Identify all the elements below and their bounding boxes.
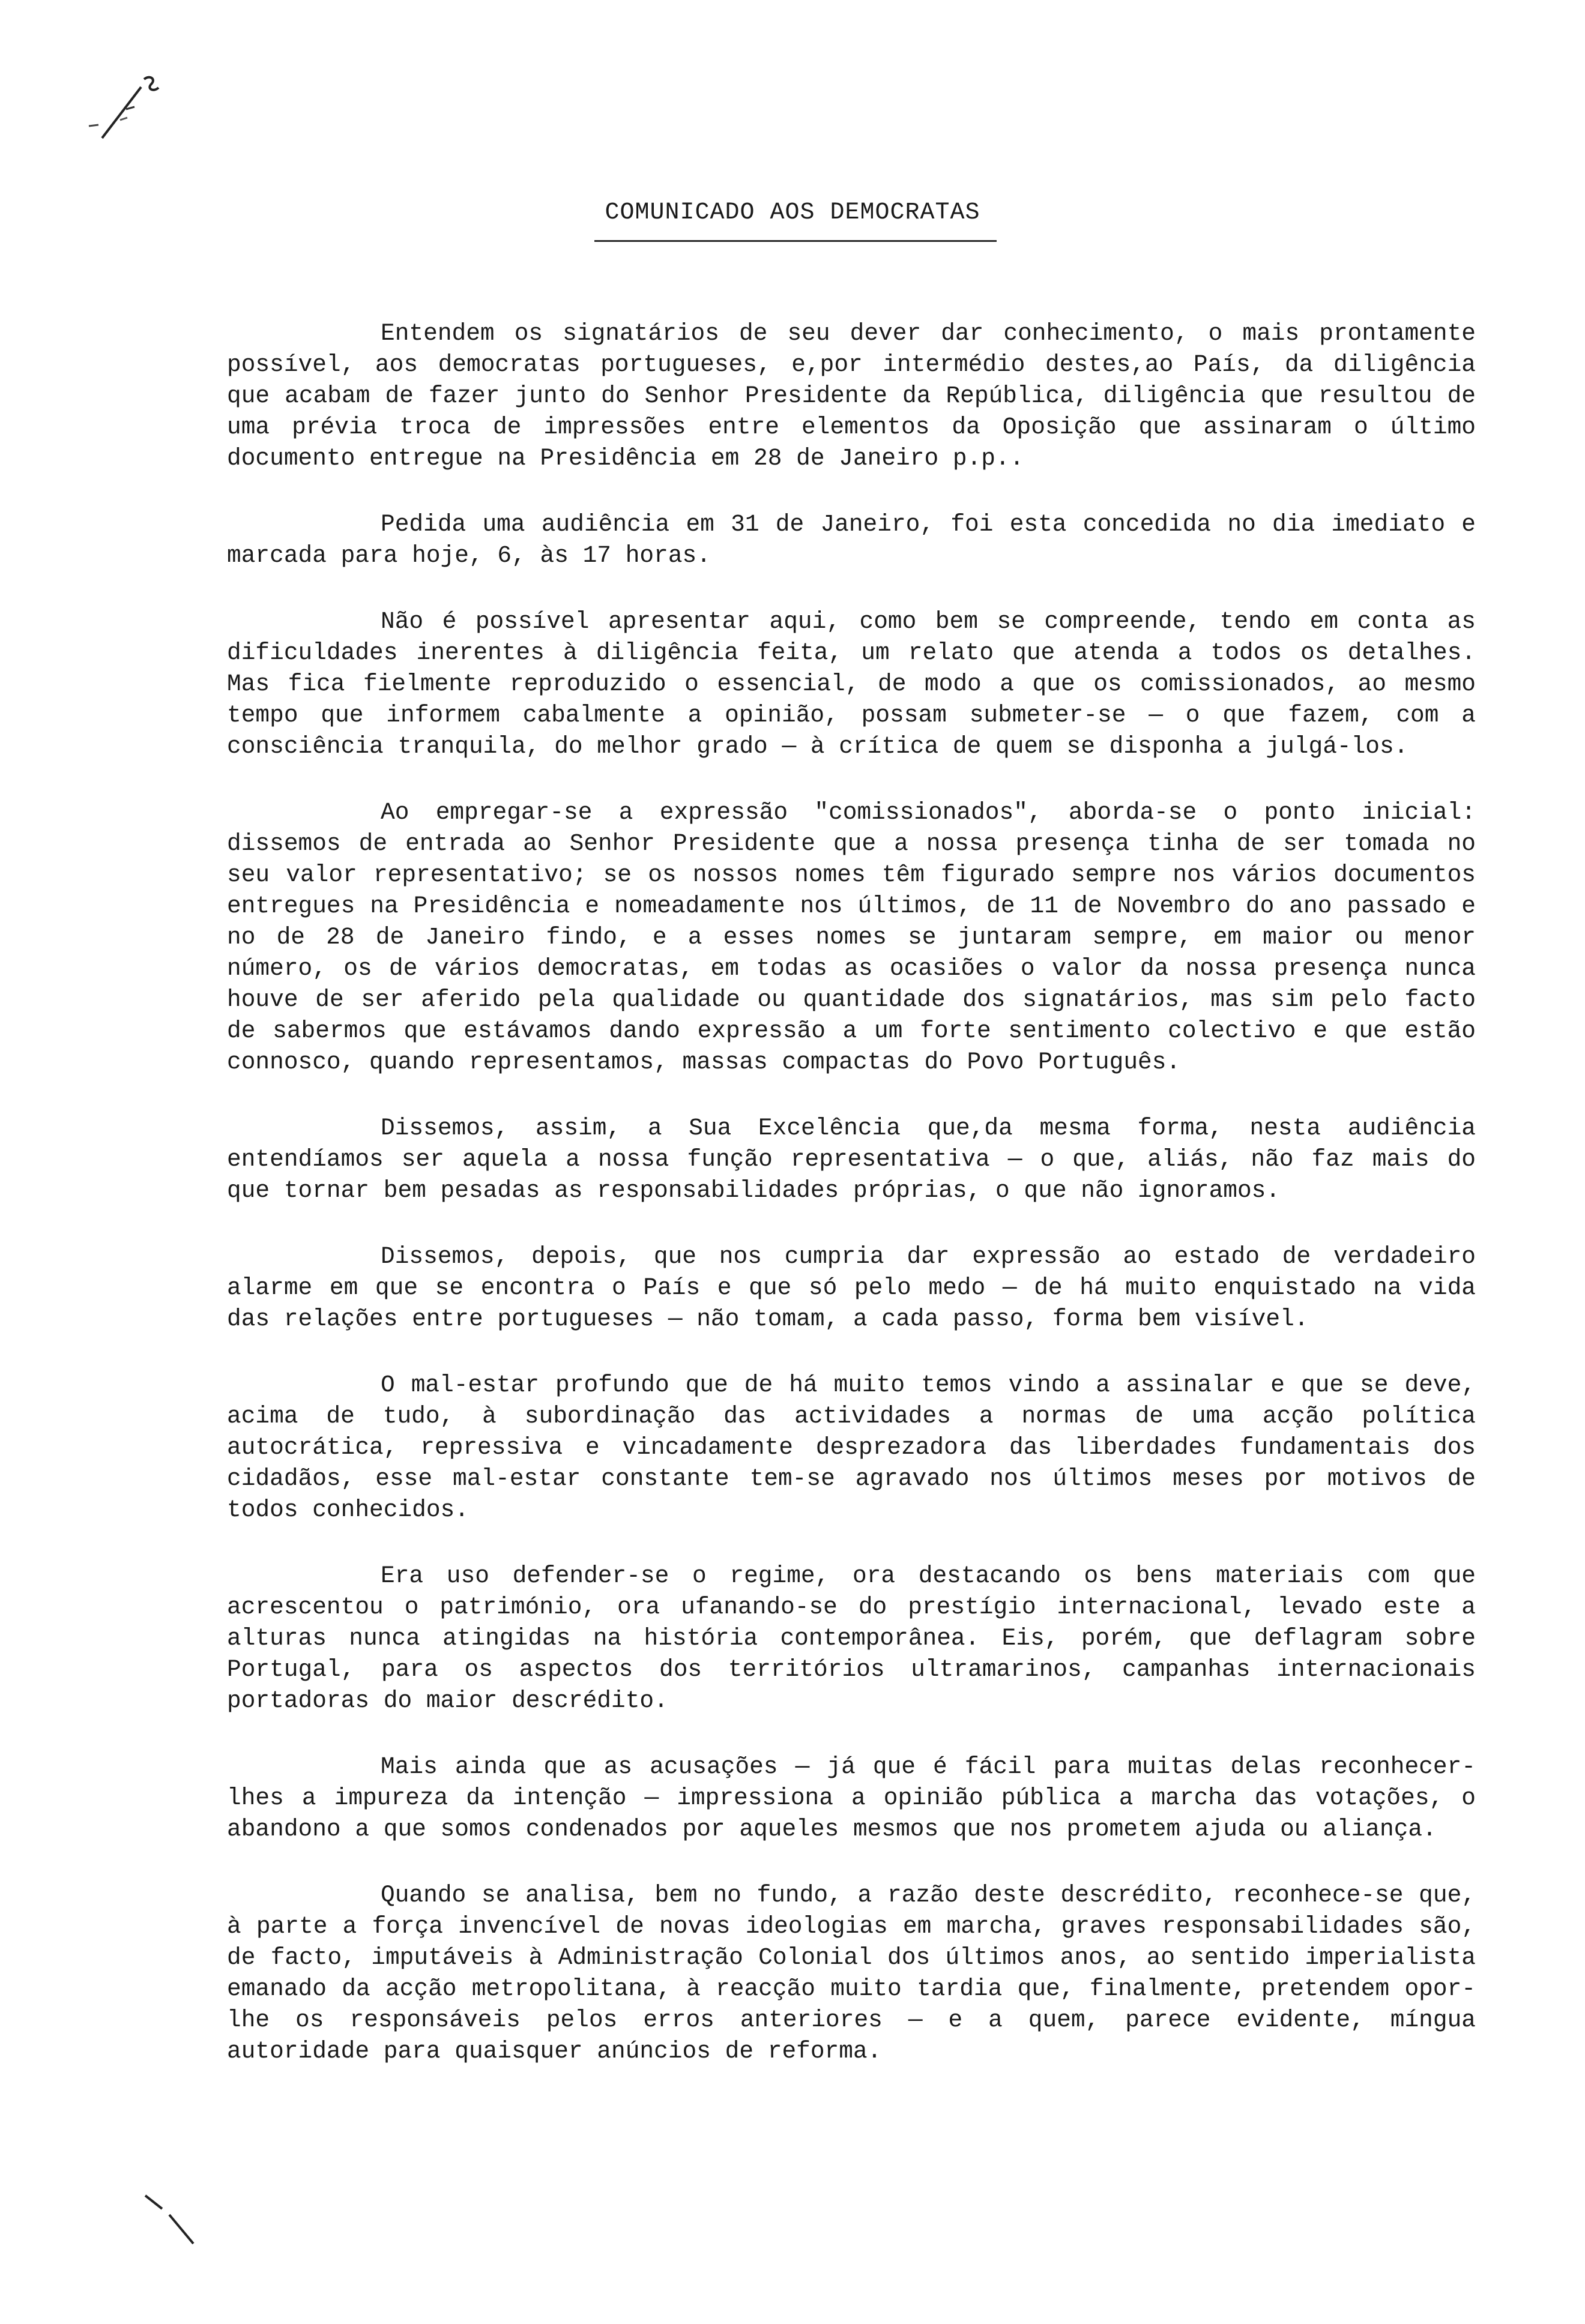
paragraph-1: Entendem os signatários de seu dever dar conhecimento, o mais prontamente possível, aos democratas portugueses, e,por intermédio destes,ao País, da diligência que acabam de fazer junto do Senhor Presidente da República, diligência que resultou de uma prévia troca de impressões entre elementos da Oposição que assinaram o último documento entregue na Presidência em 28 de Janeiro p.p..	[227, 320, 1476, 472]
handwritten-mark	[84, 66, 180, 144]
paragraph-3: Não é possível apresentar aqui, como bem se compreende, tendo em conta as dificuldades inerentes à diligência feita, um relato que atenda a todos os detalhes. Mas fica fielmente reproduzido o essencial, de modo a que os comissionados, ao mesmo tempo que informem cabalmente a opinião, possam submeter-se — o que fazem, com a consciência tranquila, do melhor grado — à crítica de quem se disponha a julgá-los.	[227, 608, 1476, 760]
paragraph-5: Dissemos, assim, a Sua Excelência que,da mesma forma, nesta audiência entendíamos ser aquela a nossa função representativa — o que, aliás, não faz mais do que tornar bem pesadas as responsabilidades próprias, o que não ignoramos.	[227, 1115, 1476, 1204]
paragraph-8: Era uso defender-se o regime, ora destacando os bens materiais com que acrescentou o património, ora ufanando-se do prestígio internacional, levado este a alturas nunca atingidas na história contemporânea. Eis, porém, que deflagram sobre Portugal, para os aspectos dos territórios ultramarinos, campanhas internacionais portadoras do maior descrédito.	[227, 1562, 1476, 1714]
margin-tick-mark	[138, 2185, 204, 2251]
document-title: COMUNICADO AOS DEMOCRATAS	[605, 199, 980, 226]
paragraph-2: Pedida uma audiência em 31 de Janeiro, foi esta concedida no dia imediato e marcada para hoje, 6, às 17 horas.	[227, 511, 1476, 569]
title-underline	[594, 240, 997, 242]
paragraph-4: Ao empregar-se a expressão "comissionados", aborda-se o ponto inicial: dissemos de entrada ao Senhor Presidente que a nossa presença tinha de ser tomada no seu valor representativo; se os nossos nomes têm figurado sempre nos vários documentos entregues na Presidência e nomeadamente nos últimos, de 11 de Novembro do ano passado e no de 28 de Janeiro findo, e a esses nomes se juntaram sempre, em maior ou menor número, os de vários democratas, em todas as ocasiões o valor da nossa presença nunca houve de ser aferido pela qualidade ou quantidade dos signatários, mas sim pelo facto de sabermos que estávamos dando expressão a um forte sentimento colectivo e que estão connosco, quando representamos, massas compactas do Povo Português.	[227, 799, 1476, 1076]
paragraph-7: O mal-estar profundo que de há muito temos vindo a assinalar e que se deve, acima de tudo, à subordinação das actividades a normas de uma acção política autocrática, repressiva e vincadamente desprezadora das liberdades fundamentais dos cidadãos, esse mal-estar constante tem-se agravado nos últimos meses por motivos de todos conhecidos.	[227, 1371, 1476, 1523]
paragraph-6: Dissemos, depois, que nos cumpria dar expressão ao estado de verdadeiro alarme em que se encontra o País e que só pelo medo — de há muito enquistado na vida das relações entre portugueses — não tomam, a cada passo, forma bem visível.	[227, 1243, 1476, 1332]
paragraph-10: Quando se analisa, bem no fundo, a razão deste descrédito, reconhece-se que, à parte a força invencível de novas ideologias em marcha, graves responsabilidades são, de facto, imputáveis à Administração Colonial dos últimos anos, ao sentido imperialista emanado da acção metropolitana, à reacção muito tardia que, finalmente, pretendem opor-lhe os responsáveis pelos erros anteriores — e a quem, parece evidente, míngua autoridade para quaisquer anúncios de reforma.	[227, 1882, 1476, 2065]
paragraph-9: Mais ainda que as acusações — já que é fácil para muitas delas reconhecer-lhes a impureza da intenção — impressiona a opinião pública a marcha das votações, o abandono a que somos condenados por aqueles mesmos que nos prometem ajuda ou aliança.	[227, 1753, 1476, 1843]
document-body	[227, 318, 1476, 2102]
